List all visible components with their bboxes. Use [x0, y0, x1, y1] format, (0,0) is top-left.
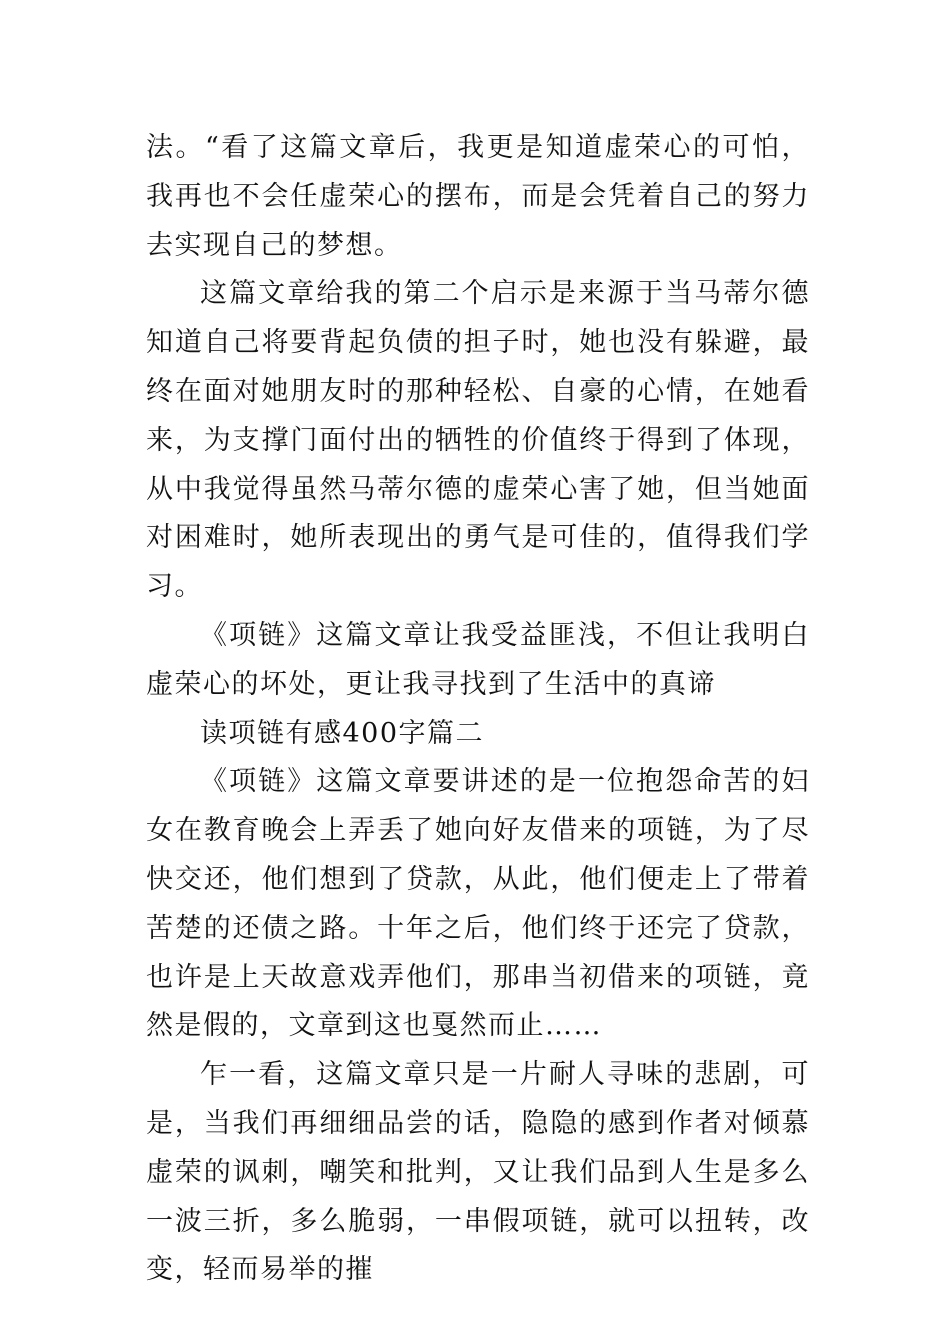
paragraph-second-insight: 这篇文章给我的第二个启示是来源于当马蒂尔德知道自己将要背起负债的担子时，她也没有躲避，最终在面对她朋友时的那种轻松、自豪的心情，在她看来，为支撑门面付出的牺牲的价值终于得到了体现，从中我觉得虽然马蒂尔德的虚荣心害了她，但当她面对困难时，她所表现出的勇气是可佳的，值得我们学习。 [146, 278, 810, 603]
paragraph-summary: 《项链》这篇文章要讲述的是一位抱怨命苦的妇女在教育晚会上弄丢了她向好友借来的项链，为了尽快交还，他们想到了贷款，从此，他们便走上了带着苦楚的还债之路。十年之后，他们终于还完了贷款，也许是上天故意戏弄他们，那串当初借来的项链，竟然是假的，文章到这也戛然而止…… [146, 766, 810, 1042]
paragraph-continued: 法。“看了这篇文章后，我更是知道虚荣心的可怕，我再也不会任虚荣心的摆布，而是会凭着自己的努力去实现自己的梦想。 [146, 132, 810, 261]
paragraph-reflection: 乍一看，这篇文章只是一片耐人寻味的悲剧，可是，当我们再细细品尝的话，隐隐的感到作者对倾慕虚荣的讽刺，嘲笑和批判，又让我们品到人生是多么一波三折，多么脆弱，一串假项链，就可以扭转，改变，轻而易举的摧 [146, 1059, 810, 1286]
paragraph-conclusion: 《项链》这篇文章让我受益匪浅，不但让我明白虚荣心的坏处，更让我寻找到了生活中的真谛 [146, 619, 810, 700]
section-heading: 读项链有感400字篇二 [200, 717, 485, 749]
document-body [146, 124, 810, 1295]
